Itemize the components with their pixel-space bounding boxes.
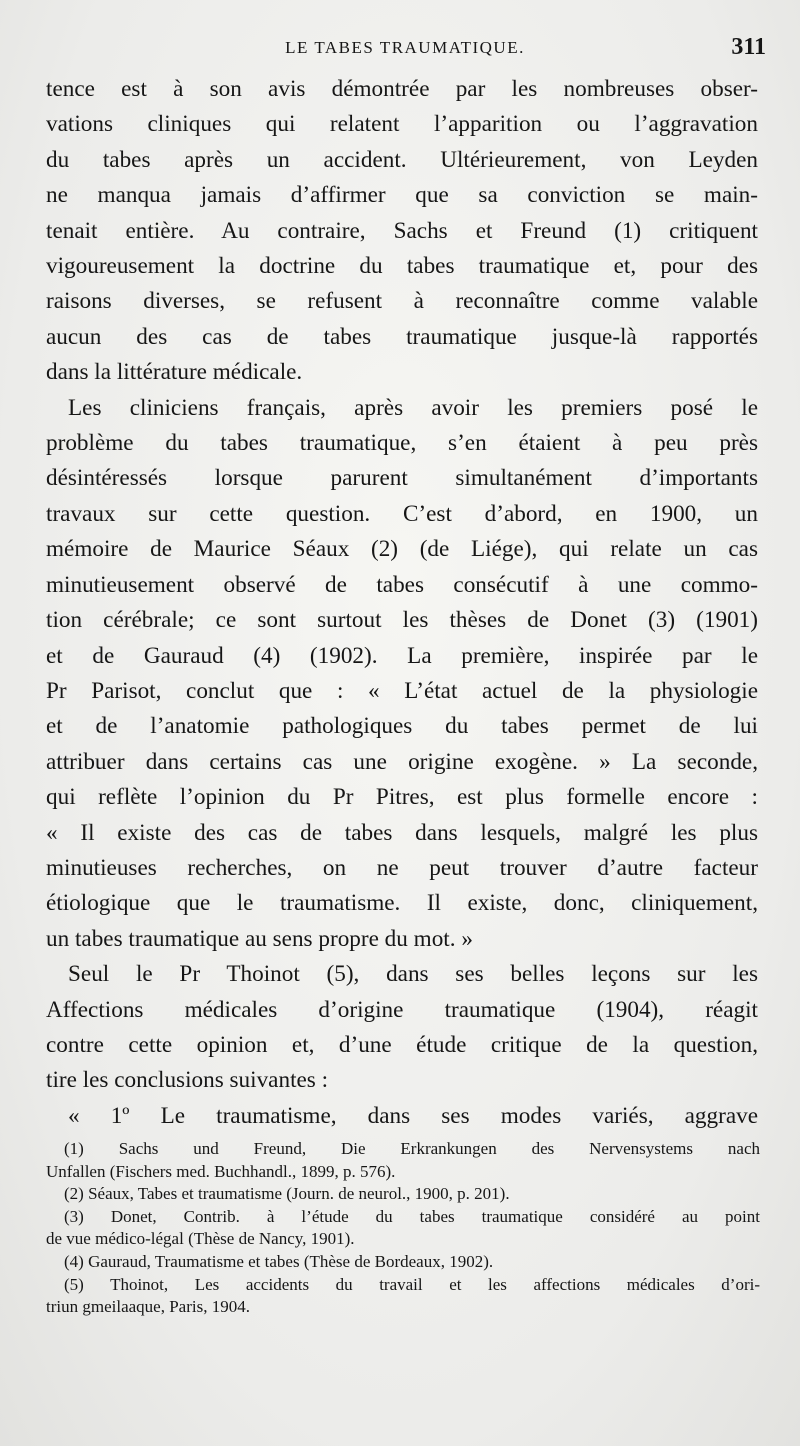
body-line: et de Gauraud (4) (1902). La première, inspirée par le: [46, 642, 758, 669]
body-line: minutieuses recherches, on ne peut trouver d’autre facteur: [46, 854, 758, 881]
body-line: Seul le Pr Thoinot (5), dans ses belles leçons sur les: [68, 961, 758, 988]
body-line: qui reflète l’opinion du Pr Pitres, est plus formelle encore :: [46, 784, 758, 811]
running-title: LE TABES TRAUMATIQUE.: [285, 38, 525, 57]
body-line: minutieusement observé de tabes consécutif à une commo-: [46, 571, 758, 598]
footnote-line: (1) Sachs und Freund, Die Erkrankungen des Nervensystems nach: [64, 1139, 760, 1158]
footnote-line: de vue médico-légal (Thèse de Nancy, 1901).: [46, 1229, 355, 1249]
body-line: un tabes traumatique au sens propre du mot. »: [46, 925, 473, 952]
footnote-line: (4) Gauraud, Traumatisme et tabes (Thèse de Bordeaux, 1902).: [64, 1251, 494, 1271]
body-line: attribuer dans certains cas une origine exogène. » La seconde,: [46, 748, 758, 775]
body-text: [46, 72, 758, 1134]
body-line: et de l’anatomie pathologiques du tabes permet de lui: [46, 713, 758, 740]
body-line: ne manqua jamais d’affirmer que sa conviction se main-: [46, 182, 758, 209]
body-line: vations cliniques qui relatent l’apparition ou l’aggravation: [46, 111, 758, 138]
footnote-line: (5) Thoinot, Les accidents du travail et les affections médicales d’ori-: [64, 1274, 760, 1294]
body-line: problème du tabes traumatique, s’en étaient à peu près: [46, 430, 758, 457]
body-line: raisons diverses, se refusent à reconnaître comme valable: [46, 288, 758, 315]
body-line: « Il existe des cas de tabes dans lesquels, malgré les plus: [46, 819, 758, 846]
footnote-line: Unfallen (Fischers med. Buchhandl., 1899, p. 576).: [46, 1161, 396, 1181]
body-line: « 1º Le traumatisme, dans ses modes variés, aggrave: [68, 1102, 758, 1129]
body-line: mémoire de Maurice Séaux (2) (de Liége), qui relate un cas: [46, 536, 758, 563]
footnotes: [46, 1138, 760, 1319]
body-line: du tabes après un accident. Ultérieurement, von Leyden: [46, 146, 758, 173]
body-line: tion cérébrale; ce sont surtout les thèses de Donet (3) (1901): [46, 607, 758, 634]
body-line: travaux sur cette question. C’est d’abord, en 1900, un: [46, 500, 758, 527]
body-line: aucun des cas de tabes traumatique jusque-là rapportés: [46, 323, 758, 350]
body-line: désintéressés lorsque parurent simultanément d’importants: [46, 465, 758, 492]
body-line: Les cliniciens français, après avoir les premiers posé le: [68, 394, 758, 421]
running-head: [40, 34, 770, 64]
body-line: dans la littérature médicale.: [46, 359, 303, 386]
body-line: tence est à son avis démontrée par les nombreuses obser-: [46, 76, 758, 102]
body-line: Pr Parisot, conclut que : « L’état actuel de la physiologie: [46, 677, 758, 704]
body-line: vigoureusement la doctrine du tabes traumatique et, pour des: [46, 253, 758, 280]
body-line: Affections médicales d’origine traumatique (1904), réagit: [46, 996, 758, 1023]
footnote-line: triun gmeilaaque, Paris, 1904.: [46, 1297, 250, 1317]
body-line: tire les conclusions suivantes :: [46, 1067, 329, 1094]
footnote-line: (3) Donet, Contrib. à l’étude du tabes traumatique considéré au point: [64, 1206, 760, 1226]
body-line: étiologique que le traumatisme. Il existe, donc, cliniquement,: [46, 890, 758, 917]
body-line: contre cette opinion et, d’une étude critique de la question,: [46, 1031, 758, 1058]
footnote-line: (2) Séaux, Tabes et traumatisme (Journ. de neurol., 1900, p. 201).: [64, 1184, 510, 1204]
body-line: tenait entière. Au contraire, Sachs et Freund (1) critiquent: [46, 217, 758, 244]
page-number: 311: [731, 34, 766, 60]
